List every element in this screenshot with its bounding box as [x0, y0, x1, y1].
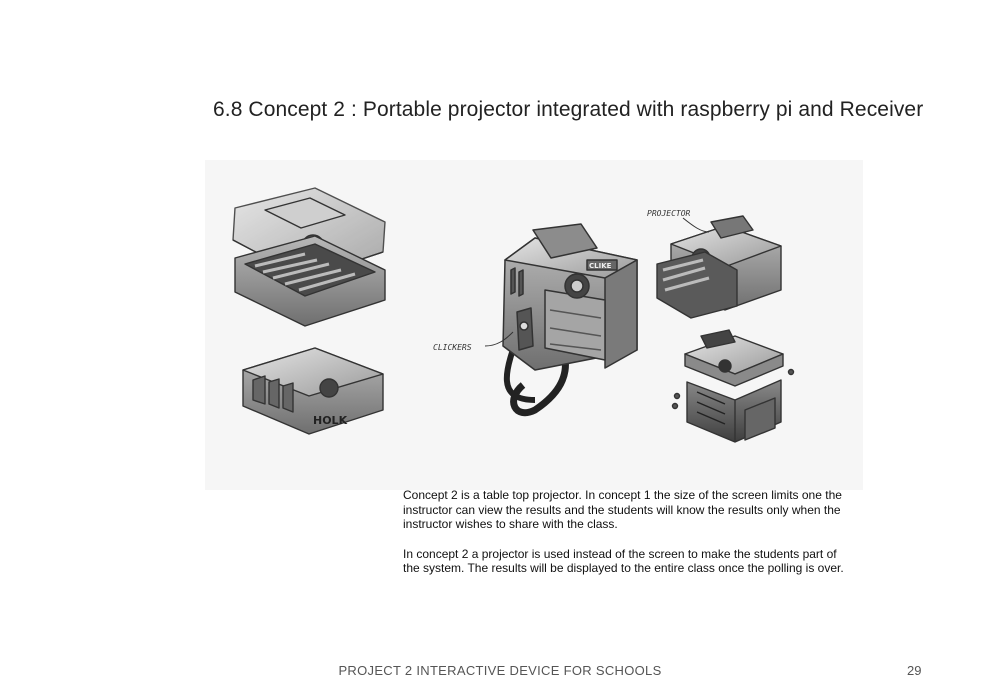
- sketch-exploded-projector: [233, 188, 385, 326]
- annotation-projector-label: PROJECTOR: [647, 209, 691, 218]
- page-title: 6.8 Concept 2 : Portable projector integrated with raspberry pi and Receiver: [213, 98, 924, 121]
- sketch-main-projector: [503, 224, 637, 413]
- sketch-closed-projector: [243, 348, 383, 434]
- sketch-drawer-projector: [657, 216, 781, 318]
- footer-page-number: 29: [907, 663, 922, 678]
- concept-sketch-drawing: [205, 160, 863, 490]
- concept-sketch-image: [205, 160, 863, 490]
- brand-mark-holk: HOLK: [313, 414, 348, 427]
- sketch-receiver-box: [673, 330, 794, 442]
- description-paragraph-1: Concept 2 is a table top projector. In concept 1 the size of the screen limits one the instructor can view the results and the students will know the results only when the instructor wishes to share with the class.: [403, 488, 842, 531]
- footer-document-title: PROJECT 2 INTERACTIVE DEVICE FOR SCHOOLS: [338, 663, 662, 678]
- concept-description: [403, 488, 853, 591]
- brand-mark-clike: CLIKE: [589, 262, 612, 270]
- annotation-clickers-label: CLICKERS: [433, 343, 472, 352]
- description-paragraph-2: In concept 2 a projector is used instead of the screen to make the students part of the system. The results will be displayed to the entire class once the polling is over.: [403, 546, 844, 575]
